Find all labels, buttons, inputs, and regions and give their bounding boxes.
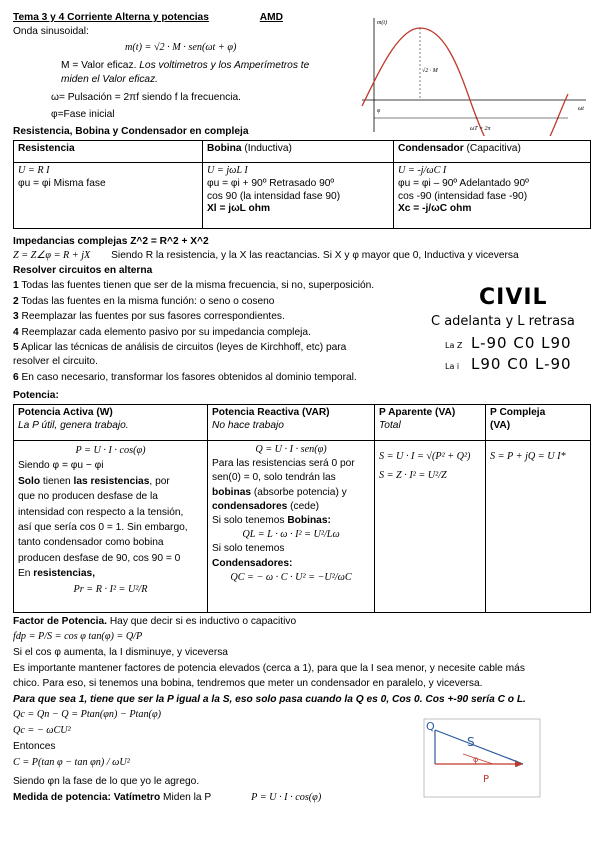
factor-qc2: Qc = − ωCU² xyxy=(13,725,71,736)
imp-line: Z = Z∠φ = R + jX Siendo R la resistencia, y la X las reactancias. Si X y φ mayor que 0, Inductiva y viceversa xyxy=(13,250,519,261)
factor-line5: Para que sea 1, tiene que ser la P igual a la S, eso solo pasa cuando la Q es 0, Cos 0. Cos +-90 sería C o L. xyxy=(13,694,526,705)
graph-period-label: ωT = 2π xyxy=(470,126,491,132)
rbc-header-bobina: Bobina (Inductiva) xyxy=(203,141,394,163)
factor-entonces: Entonces xyxy=(13,741,56,752)
graph-y-label: m(t) xyxy=(377,20,387,26)
graph-x-label: ωt xyxy=(578,106,584,112)
resolver-step-6: 6 En caso necesario, transformar los fasores obtenidos al dominio temporal. xyxy=(13,371,357,383)
rbc-cell-resistencia: U = R I φu = φi Misma fase xyxy=(14,163,203,229)
s-label: S xyxy=(467,735,475,749)
resolver-step-4: 4 Reemplazar cada elemento pasivo por su impedancia compleja. xyxy=(13,326,311,338)
rbc-cell-condensador: U = -j/ωC I φu = φi – 90º Adelantado 90º cos -90 (intensidad fase -90) Xc = -j/ωC ohm xyxy=(394,163,591,229)
onda-phi: φ=Fase inicial xyxy=(51,109,115,120)
resolver-step-5-cont: resolver el circuito. xyxy=(13,356,98,367)
page-title: Tema 3 y 4 Corriente Alterna y potencias xyxy=(13,12,209,23)
rbc-heading: Resistencia, Bobina y Condensador en compleja xyxy=(13,126,249,137)
resolver-step-3: 3 Reemplazar las fuentes por sus fasores correspondientes. xyxy=(13,311,285,322)
potencia-table xyxy=(13,404,591,613)
pot-cell-aparente: S = U · I = √(P² + Q²) S = Z · I² = U²/Z xyxy=(375,441,486,613)
factor-siendo: Siendo φn la fase de lo que yo le agrego. xyxy=(13,776,200,787)
sine-wave-graph xyxy=(358,14,590,136)
phi-label: φ xyxy=(473,755,479,764)
pot-header-reactiva: Potencia Reactiva (VAR) No hace trabajo xyxy=(208,405,375,441)
pot-cell-reactiva: Q = U · I · sen(φ) Para las resistencias será 0 por sen(0) = 0, solo tendrán las bobinas (absorbe potencia) y condensadores (cede) Si solo tenemos Bobinas: QL = L · ω · I² = U²/Lω Si solo tenemos Condensadores: QC = − ω · C · U² = −U²/ωC xyxy=(208,441,375,613)
resolver-step-1: 1 Todas las fuentes tienen que ser de la misma frecuencia, si no, superposición. xyxy=(13,280,375,291)
rbc-header-resistencia: Resistencia xyxy=(14,141,203,163)
onda-m-line1: M = Valor eficaz. Los voltimetros y los Amperímetros te xyxy=(61,60,310,71)
sketch-frame xyxy=(424,719,540,797)
factor-medida: Medida de potencia: Vatímetro Miden la P P = U · I · cos(φ) xyxy=(13,792,322,803)
pot-cell-activa: P = U · I · cos(φ) Siendo φ = φu − φi Solo tienen las resistencias, por que no producen desfase de la intensidad con respecto a la tensión, así que sería cos 0 = 1. Sin embargo, tanto condensador como bobina producen desfase de 90, cos 90 = 0 En resistencias, Pr = R · I² = U²/R xyxy=(14,441,208,613)
civil-row-z: La Z L-90 C0 L90 xyxy=(445,333,572,352)
resolver-step-5: 5 Aplicar las técnicas de análisis de circuitos (leyes de Kirchhoff, etc) para xyxy=(13,342,347,353)
factor-fdp: fdp = P/S = cos φ tan(φ) = Q/P xyxy=(13,631,143,642)
civil-note xyxy=(431,284,591,373)
graph-amp-label: √2 · M xyxy=(422,68,438,74)
onda-label: Onda sinusoidal: xyxy=(13,26,89,37)
onda-omega: ω= Pulsación = 2πf siendo f la frecuencia. xyxy=(51,92,241,103)
pot-header-compleja: P Compleja (VA) xyxy=(486,405,591,441)
resolver-steps xyxy=(13,280,413,387)
factor-line3: Es importante mantener factores de potencia elevados (cerca a 1), para que la I sea menor, y necesite cable más xyxy=(13,663,525,674)
p-label: P xyxy=(483,774,490,785)
q-label: Q xyxy=(426,720,435,733)
onda-m-line2: miden el Valor eficaz. xyxy=(61,74,159,85)
pot-cell-compleja: S = P + jQ = U I* xyxy=(486,441,591,613)
graph-phase-label: φ xyxy=(377,108,381,114)
factor-qc1: Qc = Qn − Q = Ptan(φn) − Ptan(φ) xyxy=(13,709,161,720)
resolver-step-2: 2 Todas las fuentes en la misma función: o seno o coseno xyxy=(13,295,275,307)
factor-line4: chico. Para eso, si tenemos una bobina, tendremos que meter un condensador en paralelo, y viceversa. xyxy=(13,678,483,689)
pot-header-aparente: P Aparente (VA) Total xyxy=(375,405,486,441)
onda-formula: m(t) = √2 · M · sen(ωt + φ) xyxy=(125,42,237,53)
sine-curve xyxy=(362,28,568,136)
factor-line2: Si el cos φ aumenta, la I disminuye, y viceversa xyxy=(13,647,228,658)
pot-header-activa: Potencia Activa (W) La P útil, genera trabajo. xyxy=(14,405,208,441)
imp-heading: Impedancias complejas Z^2 = R^2 + X^2 xyxy=(13,236,209,247)
civil-title: CIVIL xyxy=(479,285,548,310)
civil-row-i: La i L90 C0 L-90 xyxy=(445,354,572,373)
header xyxy=(13,12,283,25)
rbc-header-condensador: Condensador (Capacitiva) xyxy=(394,141,591,163)
factor-cform: C = P(tan φ − tan φn) / ωU² xyxy=(13,757,130,768)
resolver-heading: Resolver circuitos en alterna xyxy=(13,265,153,276)
author-tag: AMD xyxy=(259,12,283,23)
power-triangle-sketch xyxy=(423,718,541,798)
factor-heading: Factor de Potencia. Hay que decir si es inductivo o capacitivo xyxy=(13,616,297,627)
potencia-heading: Potencia: xyxy=(13,390,59,401)
civil-subtitle: C adelanta y L retrasa xyxy=(431,313,575,329)
rbc-table xyxy=(13,140,591,229)
rbc-cell-bobina: U = jωL I φu = φi + 90º Retrasado 90º cos 90 (la intensidad fase 90) Xl = jωL ohm xyxy=(203,163,394,229)
